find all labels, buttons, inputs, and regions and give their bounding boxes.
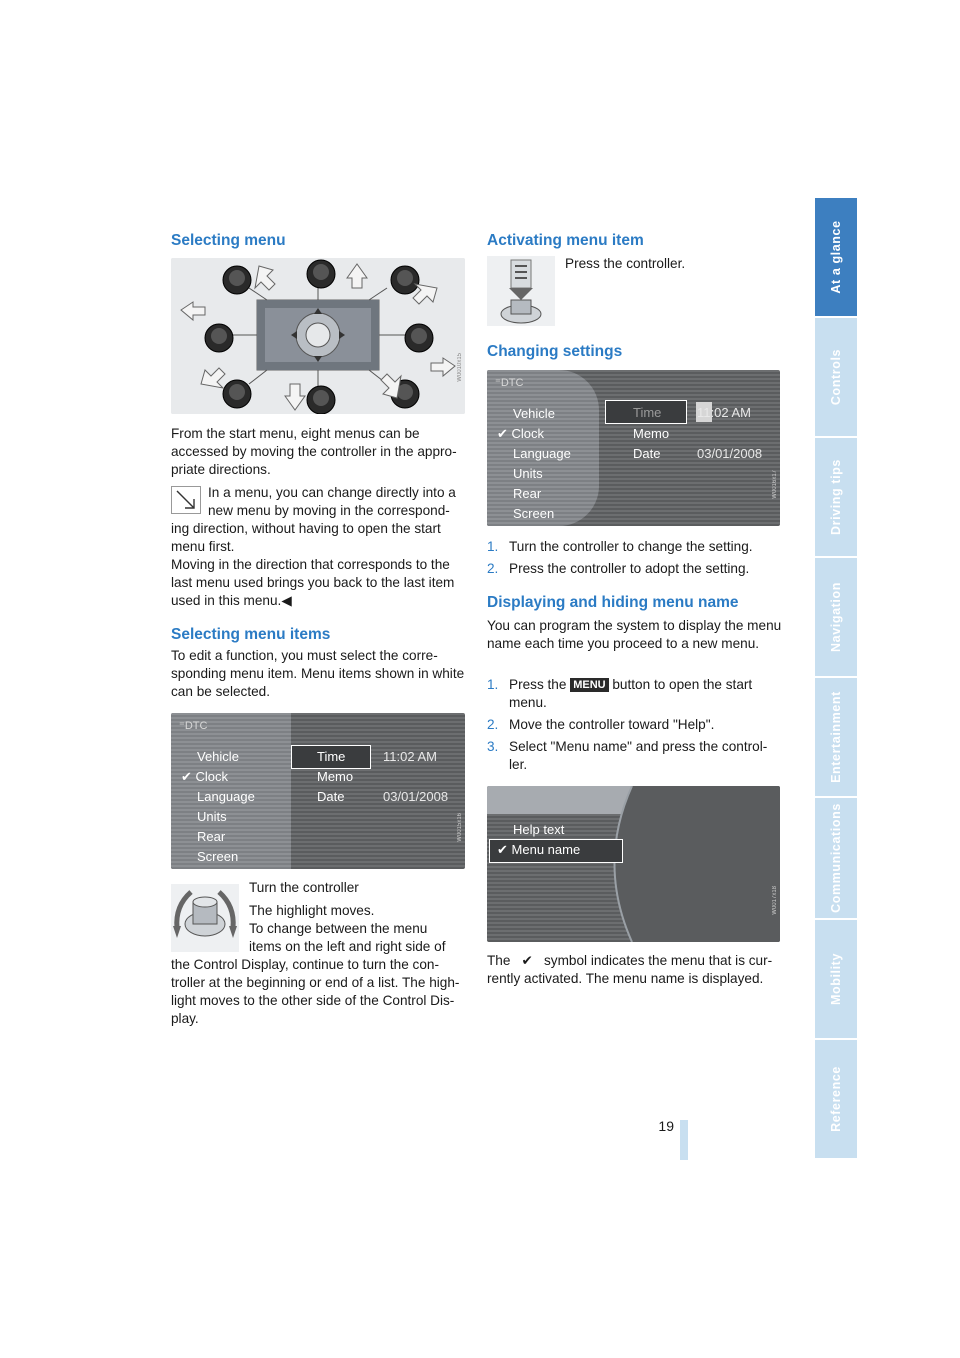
help-item-menu-name[interactable]: [497, 840, 580, 860]
screen-header: ⁼DTC: [179, 720, 208, 732]
tab-label: Communications: [829, 803, 843, 913]
turn-rest: the Control Display, continue to turn the con-troller at the beginning or end of a list. The high-light moves to the other side of the Control Dis-play.: [171, 957, 460, 1026]
page-marker: [680, 1120, 688, 1160]
menu-item-label: Clock: [511, 426, 545, 441]
text: symbol indicates the menu that is cur-: [544, 953, 773, 968]
paragraph-menu-items: To edit a function, you must select the corre-sponding menu item. Menu items shown in white can be selected.: [171, 648, 465, 699]
value-date: 03/01/2008: [383, 789, 449, 804]
step-number: 1.: [487, 539, 499, 554]
menu-item[interactable]: Language: [513, 446, 571, 461]
menu-item[interactable]: Rear: [513, 486, 542, 501]
page-number: 19: [658, 1118, 674, 1134]
step-text: Press the controller to adopt the setting.: [509, 561, 750, 576]
tab-label: Controls: [829, 348, 843, 406]
menu-item-label: Menu name: [511, 842, 581, 857]
note-continuation: ing direction, without having to open the start menu first.: [171, 521, 441, 554]
help-item-text[interactable]: Help text: [513, 822, 565, 837]
screen-header: ⁼DTC: [495, 377, 524, 389]
dtc-screen-right: [487, 370, 780, 526]
menu-item[interactable]: Units: [197, 809, 227, 824]
tab-label: Mobility: [829, 952, 843, 1006]
step-text: Move the controller toward "Help".: [509, 717, 715, 732]
menu-item[interactable]: Vehicle: [197, 749, 239, 764]
menu-item-checked[interactable]: [497, 424, 571, 444]
turn-controller-icon: [171, 884, 239, 952]
note-last: Moving in the direction that corresponds to the last menu used brings you back to the last item used in this menu.◀: [171, 557, 455, 608]
tab-mobility[interactable]: [815, 920, 857, 1040]
image-code: W0010x15: [457, 353, 463, 382]
display-step-2: [487, 716, 785, 734]
symbol-paragraph-line1: [487, 952, 787, 970]
check-icon: ✔: [181, 769, 192, 784]
tab-navigation[interactable]: [815, 558, 857, 678]
header-text: DTC: [184, 720, 208, 732]
directions-illustration: [171, 258, 465, 414]
menu-item[interactable]: Rear: [197, 829, 226, 844]
heading-selecting-menu-items: Selecting menu items: [171, 626, 331, 643]
step-text: Press the: [509, 677, 567, 692]
turn-p2b: items on the left and right side of: [249, 939, 446, 954]
menu-item-time[interactable]: Time: [633, 405, 662, 420]
text: The: [487, 953, 511, 968]
check-icon: ✔: [497, 842, 508, 857]
check-icon: ✔: [497, 426, 508, 441]
tab-label: Navigation: [829, 582, 843, 652]
note-line-1: In a menu, you can change directly into a: [208, 485, 456, 500]
display-step-3: [487, 738, 785, 756]
menu-item-checked[interactable]: [181, 767, 255, 787]
step-number: 1.: [487, 677, 499, 692]
heading-changing-settings: Changing settings: [487, 343, 623, 360]
right-menu-list: [317, 747, 353, 807]
step-text: Select "Menu name" and press the control-: [509, 739, 768, 754]
paragraph-display: You can program the system to display the menu name each time you proceed to a new menu.: [487, 618, 782, 651]
change-step-2: [487, 560, 785, 578]
note-icon: [171, 486, 201, 514]
note-line-2: new menu by moving in the correspond-: [208, 503, 450, 518]
display-step-3-cont: ler.: [509, 757, 528, 772]
image-code: W0017x18: [772, 886, 778, 915]
heading-displaying-menu-name: Displaying and hiding menu name: [487, 594, 739, 611]
tab-label: Entertainment: [829, 691, 843, 783]
menu-item[interactable]: Units: [513, 466, 543, 481]
step-text: button to open the start: [612, 677, 753, 692]
step-number: 3.: [487, 739, 499, 754]
tab-at-a-glance[interactable]: [815, 198, 857, 318]
tab-label: At a glance: [829, 220, 843, 294]
menu-item[interactable]: Screen: [513, 506, 555, 521]
turn-title: Turn the controller: [249, 880, 359, 895]
header-text: DTC: [500, 377, 524, 389]
menu-item[interactable]: Vehicle: [513, 406, 555, 421]
turn-p1: The highlight moves.: [249, 903, 375, 918]
check-icon: ✔: [521, 953, 533, 968]
left-menu-list: [497, 404, 571, 524]
display-step-1: [487, 676, 785, 694]
tab-label: Driving tips: [829, 459, 843, 535]
press-controller-icon: [487, 256, 555, 326]
side-tab-bar: [815, 198, 857, 1160]
tab-reference[interactable]: [815, 1040, 857, 1160]
display-step-1-cont: menu.: [509, 695, 547, 710]
tab-communications[interactable]: [815, 798, 857, 920]
menu-item[interactable]: Screen: [197, 849, 239, 864]
value-date: 03/01/2008: [697, 446, 763, 461]
paragraph-start-menu: From the start menu, eight menus can be accessed by moving the controller in the appro-priate directions.: [171, 426, 457, 477]
menu-item-label: Clock: [195, 769, 229, 784]
image-code: W0015x16: [457, 813, 463, 842]
tab-entertainment[interactable]: [815, 678, 857, 798]
symbol-paragraph-line2: rently activated. The menu name is displayed.: [487, 971, 764, 986]
dtc-screen-left: [171, 713, 465, 869]
menu-item[interactable]: Language: [197, 789, 255, 804]
value-time: 11:02 AM: [383, 749, 437, 764]
menu-item-memo[interactable]: Memo: [317, 769, 354, 784]
change-step-1: [487, 538, 785, 556]
menu-item-date[interactable]: Date: [633, 446, 661, 461]
image-code: W0016x17: [772, 470, 778, 499]
menu-item-memo[interactable]: Memo: [633, 426, 670, 441]
menu-item-date[interactable]: Date: [317, 789, 345, 804]
turn-p2a: To change between the menu: [249, 921, 428, 936]
step-number: 2.: [487, 561, 499, 576]
menu-key-icon: MENU: [570, 678, 608, 692]
tab-controls[interactable]: [815, 318, 857, 438]
tab-driving-tips[interactable]: [815, 438, 857, 558]
help-screen: [487, 786, 780, 942]
screen-curve: [487, 786, 780, 942]
tab-label: Reference: [829, 1066, 843, 1132]
press-text: Press the controller.: [565, 256, 686, 271]
step-number: 2.: [487, 717, 499, 732]
controller-directions-diagram: [171, 258, 465, 414]
heading-activating: Activating menu item: [487, 232, 644, 249]
value-time[interactable]: 11:02 AM: [697, 405, 751, 420]
step-text: Turn the controller to change the setting.: [509, 539, 753, 554]
left-menu-list: [181, 747, 255, 867]
menu-item-time[interactable]: Time: [317, 749, 346, 764]
heading-selecting-menu: Selecting menu: [171, 232, 286, 249]
